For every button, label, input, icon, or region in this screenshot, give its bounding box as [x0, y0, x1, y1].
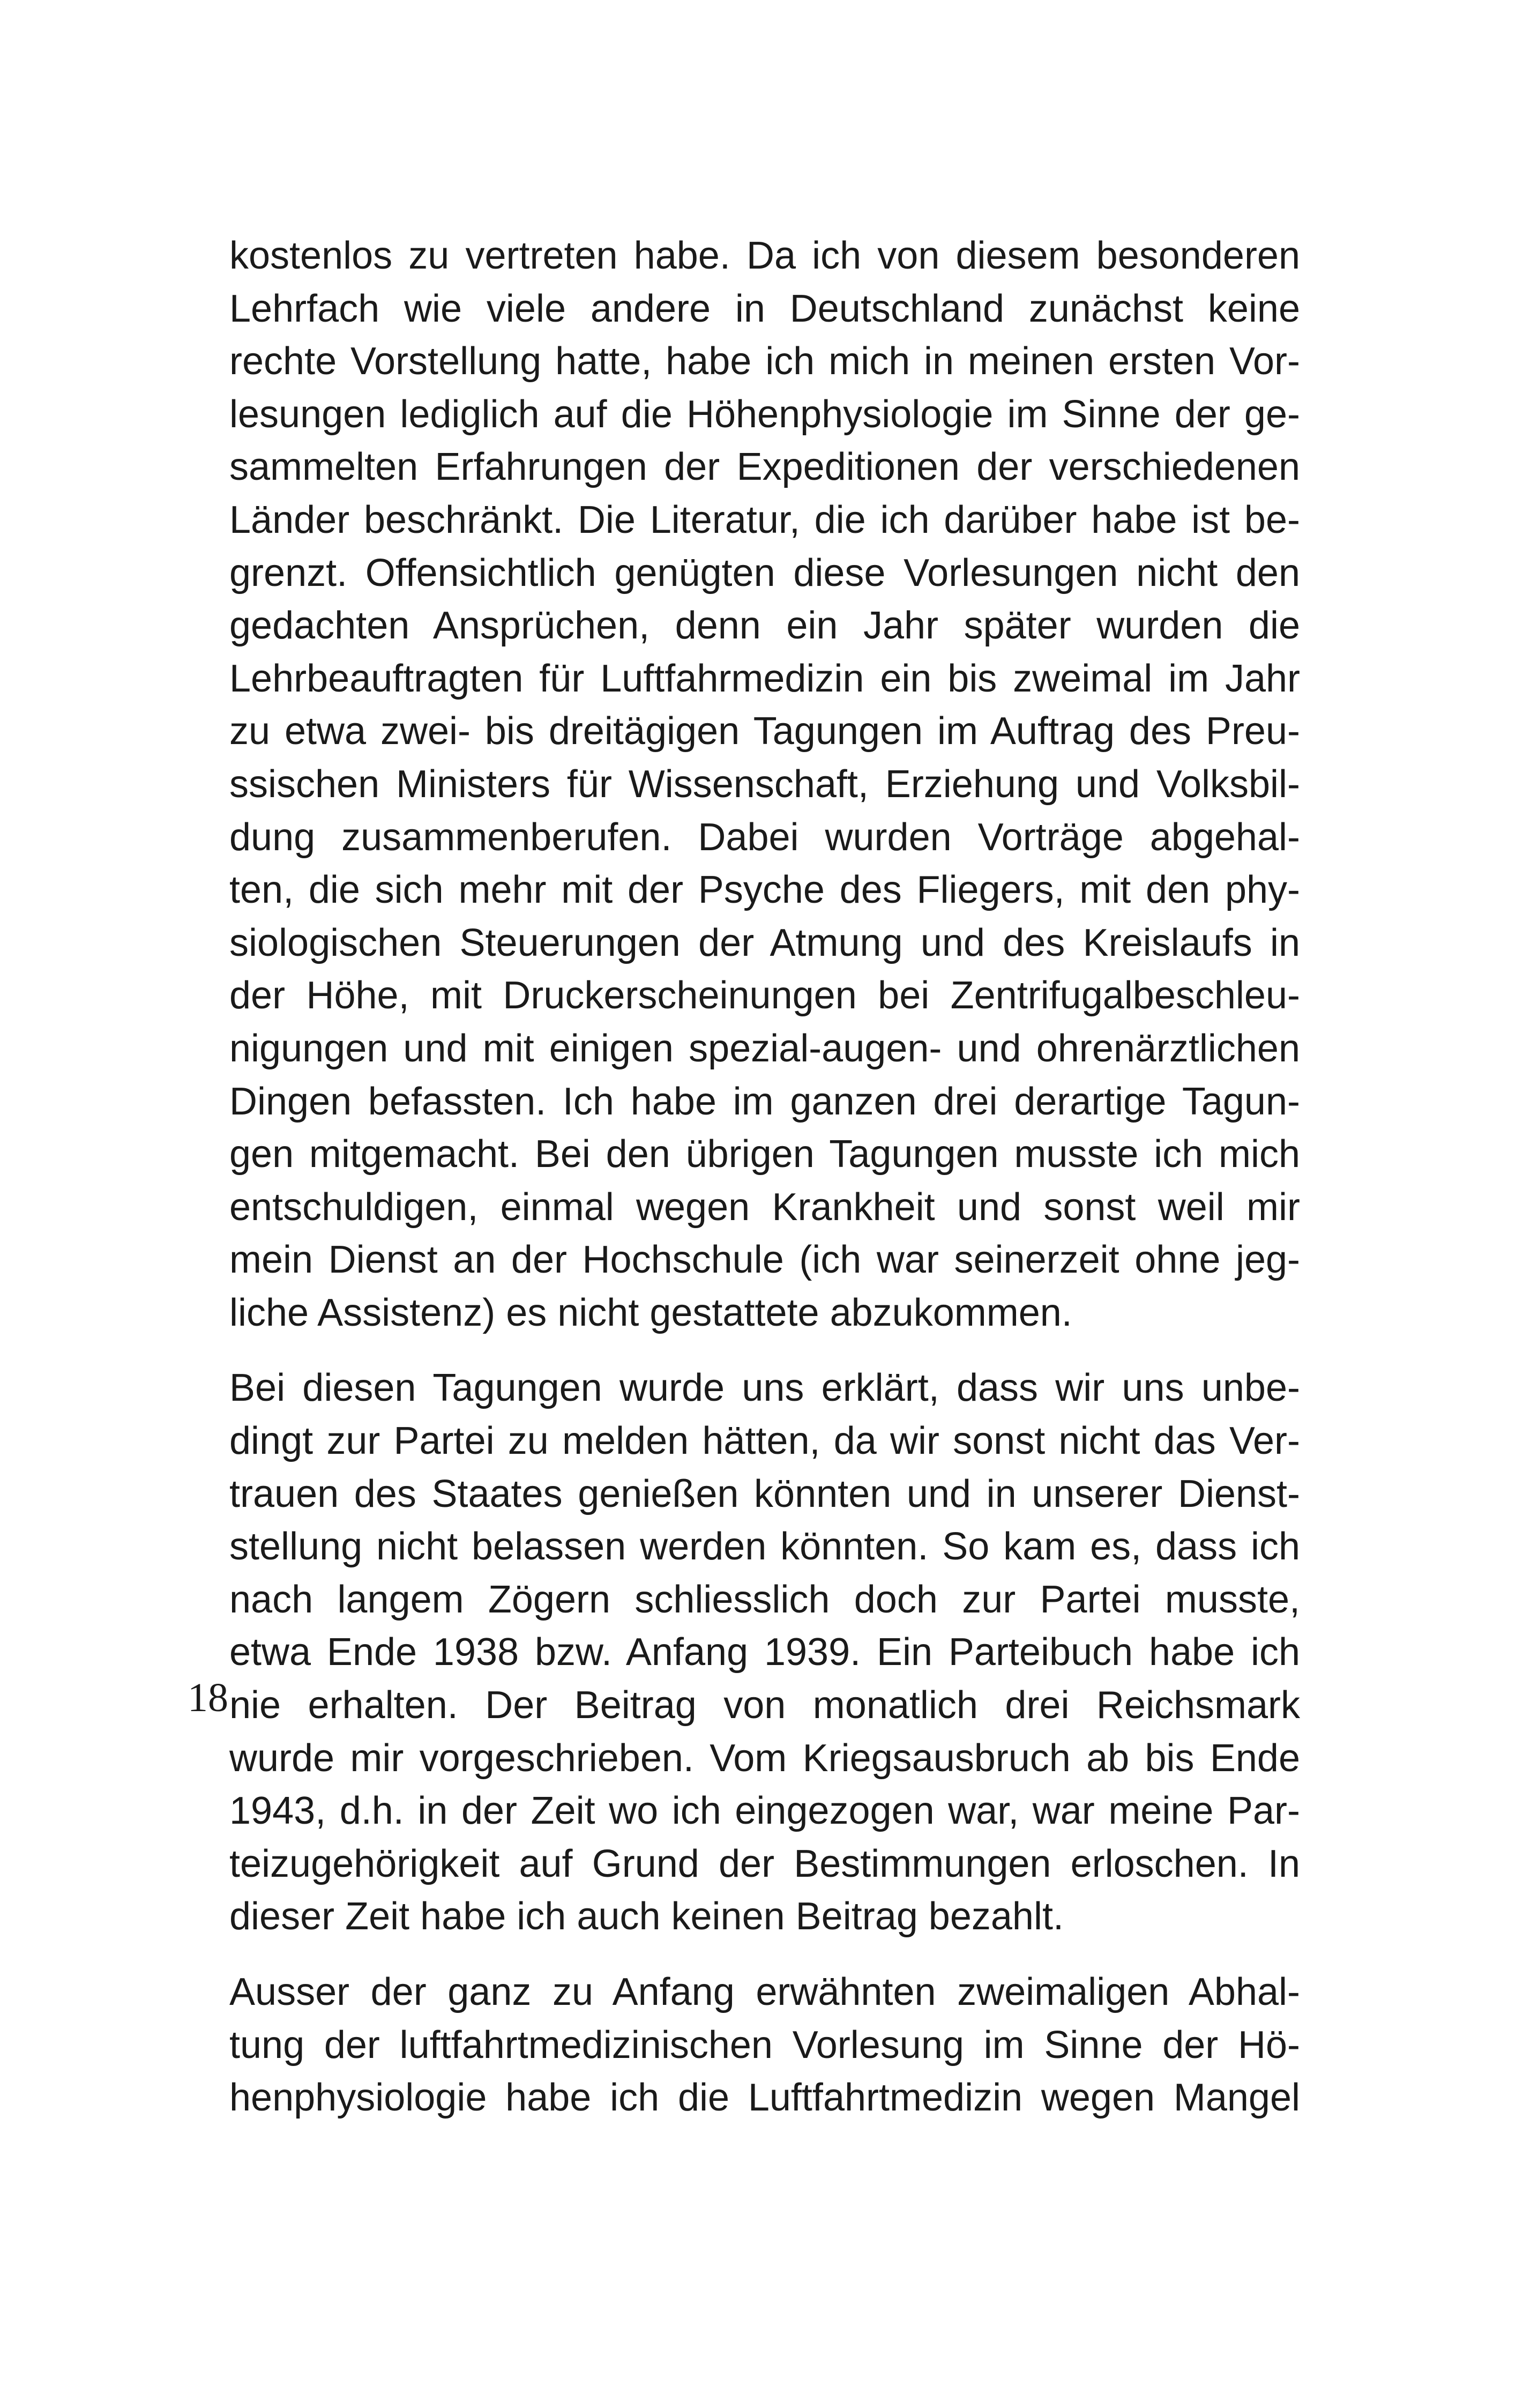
text-line: dung zusammenberufen. Dabei wurden Vorträge abgehal- [229, 815, 1300, 859]
text-line: zu etwa zwei- bis dreitägigen Tagungen im Auftrag des Preu- [229, 710, 1300, 753]
text-line: sammelten Erfahrungen der Expeditionen der verschiedenen [229, 445, 1300, 489]
text-line: rechte Vorstellung hatte, habe ich mich in meinen ersten Vor- [229, 340, 1300, 383]
text-line: Länder beschränkt. Die Literatur, die ich darüber habe ist be- [229, 498, 1300, 541]
text-line: teizugehörigkeit auf Grund der Bestimmungen erloschen. In [229, 1842, 1300, 1885]
text-line: gedachten Ansprüchen, denn ein Jahr später wurden die [229, 604, 1300, 648]
text-line: tung der luftfahrtmedizinischen Vorlesung im Sinne der Hö- [229, 2023, 1300, 2067]
text-line: dingt zur Partei zu melden hätten, da wir sonst nicht das Ver- [229, 1419, 1300, 1463]
text-line: etwa Ende 1938 bzw. Anfang 1939. Ein Parteibuch habe ich [229, 1631, 1300, 1674]
text-line: nach langem Zögern schliesslich doch zur Partei musste, [229, 1578, 1300, 1621]
text-line: Dingen befassten. Ich habe im ganzen drei derartige Tagun- [229, 1080, 1300, 1123]
text-line: ssischen Ministers für Wissenschaft, Erziehung und Volksbil- [229, 762, 1300, 806]
page-number: 18 [188, 1675, 228, 1720]
paragraph [229, 1966, 1300, 2124]
text-line: lesungen lediglich auf die Höhenphysiologie im Sinne der ge- [229, 392, 1300, 436]
body-text [229, 229, 1300, 2124]
text-line: stellung nicht belassen werden könnten. So kam es, dass ich [229, 1525, 1300, 1569]
text-line: gen mitgemacht. Bei den übrigen Tagungen musste ich mich [229, 1133, 1300, 1176]
text-line: dieser Zeit habe ich auch keinen Beitrag bezahlt. [229, 1895, 1064, 1938]
text-line: nie erhalten. Der Beitrag von monatlich drei Reichsmark [229, 1684, 1300, 1727]
text-line: Lehrfach wie viele andere in Deutschland zunächst keine [229, 287, 1300, 330]
text-line: henphysiologie habe ich die Luftfahrtmedizin wegen Mangel [229, 2076, 1300, 2120]
text-line: Ausser der ganz zu Anfang erwähnten zweimaligen Abhal- [229, 1971, 1300, 2013]
text-line: trauen des Staates genießen könnten und in unserer Dienst- [229, 1472, 1300, 1515]
text-line: mein Dienst an der Hochschule (ich war seinerzeit ohne jeg- [229, 1238, 1300, 1282]
text-line: nigungen und mit einigen spezial-augen- und ohrenärztlichen [229, 1027, 1300, 1070]
text-line: Lehrbeauftragten für Luftfahrmedizin ein bis zweimal im Jahr [229, 657, 1300, 700]
text-line: ten, die sich mehr mit der Psyche des Fliegers, mit den phy- [229, 868, 1300, 912]
text-line: der Höhe, mit Druckerscheinungen bei Zentrifugalbeschleu- [229, 974, 1300, 1017]
text-line: 1943, d.h. in der Zeit wo ich eingezogen war, war meine Par- [229, 1789, 1300, 1833]
text-line: Bei diesen Tagungen wurde uns erklärt, dass wir uns unbe- [229, 1366, 1300, 1410]
paragraph [229, 229, 1300, 1339]
text-line: wurde mir vorgeschrieben. Vom Kriegsausbruch ab bis Ende [229, 1736, 1300, 1780]
text-line: liche Assistenz) es nicht gestattete abzukommen. [229, 1291, 1072, 1334]
text-line: grenzt. Offensichtlich genügten diese Vorlesungen nicht den [229, 551, 1300, 594]
paragraph [229, 1362, 1300, 1943]
text-line: siologischen Steuerungen der Atmung und des Kreislaufs in [229, 921, 1300, 964]
text-line: entschuldigen, einmal wegen Krankheit und sonst weil mir [229, 1185, 1300, 1229]
text-line: kostenlos zu vertreten habe. Da ich von diesem besonderen [229, 234, 1300, 277]
